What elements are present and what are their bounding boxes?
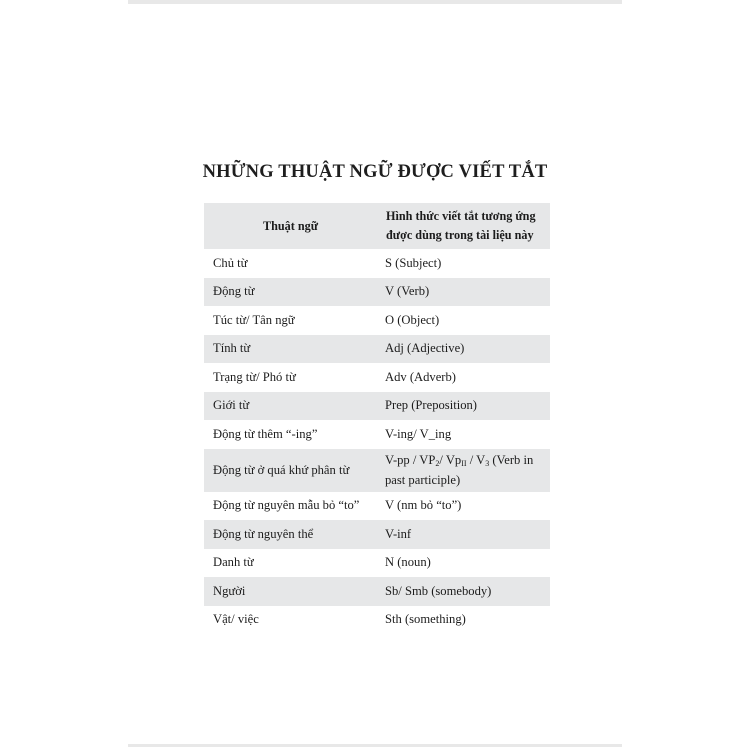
abbreviation-table	[204, 203, 550, 634]
header-abbreviation-line1: Hình thức viết tắt tương ứng	[386, 209, 536, 223]
term-cell: Giới từ	[204, 392, 377, 421]
abbr-cell: V-inf	[377, 520, 550, 549]
table-row	[204, 306, 550, 335]
abbr-cell: N (noun)	[385, 555, 431, 570]
abbr-cell	[377, 449, 550, 492]
table-row	[204, 577, 550, 606]
table-row	[204, 335, 550, 364]
header-abbreviation	[377, 203, 550, 249]
abbr-part: / V	[466, 452, 486, 467]
bottom-edge-rule	[128, 744, 622, 747]
abbr-cell: Sth (something)	[385, 612, 466, 627]
abbr-subscript: II	[461, 458, 467, 468]
term-cell: Người	[204, 577, 377, 606]
table-row	[204, 278, 550, 307]
term-cell: Động từ nguyên mẫu bỏ “to”	[213, 498, 360, 513]
table-row	[204, 492, 550, 521]
abbr-part: / Vp	[439, 452, 462, 467]
term-cell: Động từ thêm “-ing”	[213, 426, 318, 441]
header-abbreviation-line2: được dùng trong tài liệu này	[386, 228, 534, 242]
abbr-subscript: 3	[485, 458, 490, 468]
top-edge-rule	[128, 0, 622, 4]
header-term: Thuật ngữ	[204, 203, 377, 249]
table-row	[204, 363, 550, 392]
abbr-part: (Verb in past participle)	[385, 452, 534, 487]
term-cell: Động từ ở quá khứ phân từ	[204, 449, 377, 492]
abbr-cell: Sb/ Smb (somebody)	[377, 577, 550, 606]
abbr-cell: V (Verb)	[377, 278, 550, 307]
table-row	[204, 449, 550, 492]
table-row	[204, 520, 550, 549]
term-cell: Động từ	[204, 278, 377, 307]
table-row	[204, 249, 550, 278]
table-row	[204, 392, 550, 421]
abbr-cell: V (nm bỏ “to”)	[385, 498, 462, 513]
abbr-cell: O (Object)	[385, 312, 440, 327]
term-cell: Vật/ việc	[213, 612, 259, 627]
abbr-part: V-pp / VP	[385, 452, 436, 467]
table-header-row	[204, 203, 550, 249]
abbr-cell: S (Subject)	[385, 255, 442, 270]
abbr-cell: Adj (Adjective)	[377, 335, 550, 364]
page-title: NHỮNG THUẬT NGỮ ĐƯỢC VIẾT TẮT	[202, 162, 548, 182]
table-row	[204, 420, 550, 449]
abbr-cell: Prep (Preposition)	[377, 392, 550, 421]
abbr-cell: V-ing/ V_ing	[385, 426, 452, 441]
term-cell: Chủ từ	[213, 255, 248, 270]
term-cell: Động từ nguyên thể	[204, 520, 377, 549]
abbr-subscript: 2	[435, 458, 440, 468]
table-row	[204, 606, 550, 635]
term-cell: Trạng từ/ Phó từ	[213, 369, 296, 384]
table-row	[204, 549, 550, 578]
term-cell: Túc từ/ Tân ngữ	[213, 312, 295, 327]
term-cell: Danh từ	[213, 555, 254, 570]
abbr-cell: Adv (Adverb)	[385, 369, 456, 384]
term-cell: Tính từ	[204, 335, 377, 364]
